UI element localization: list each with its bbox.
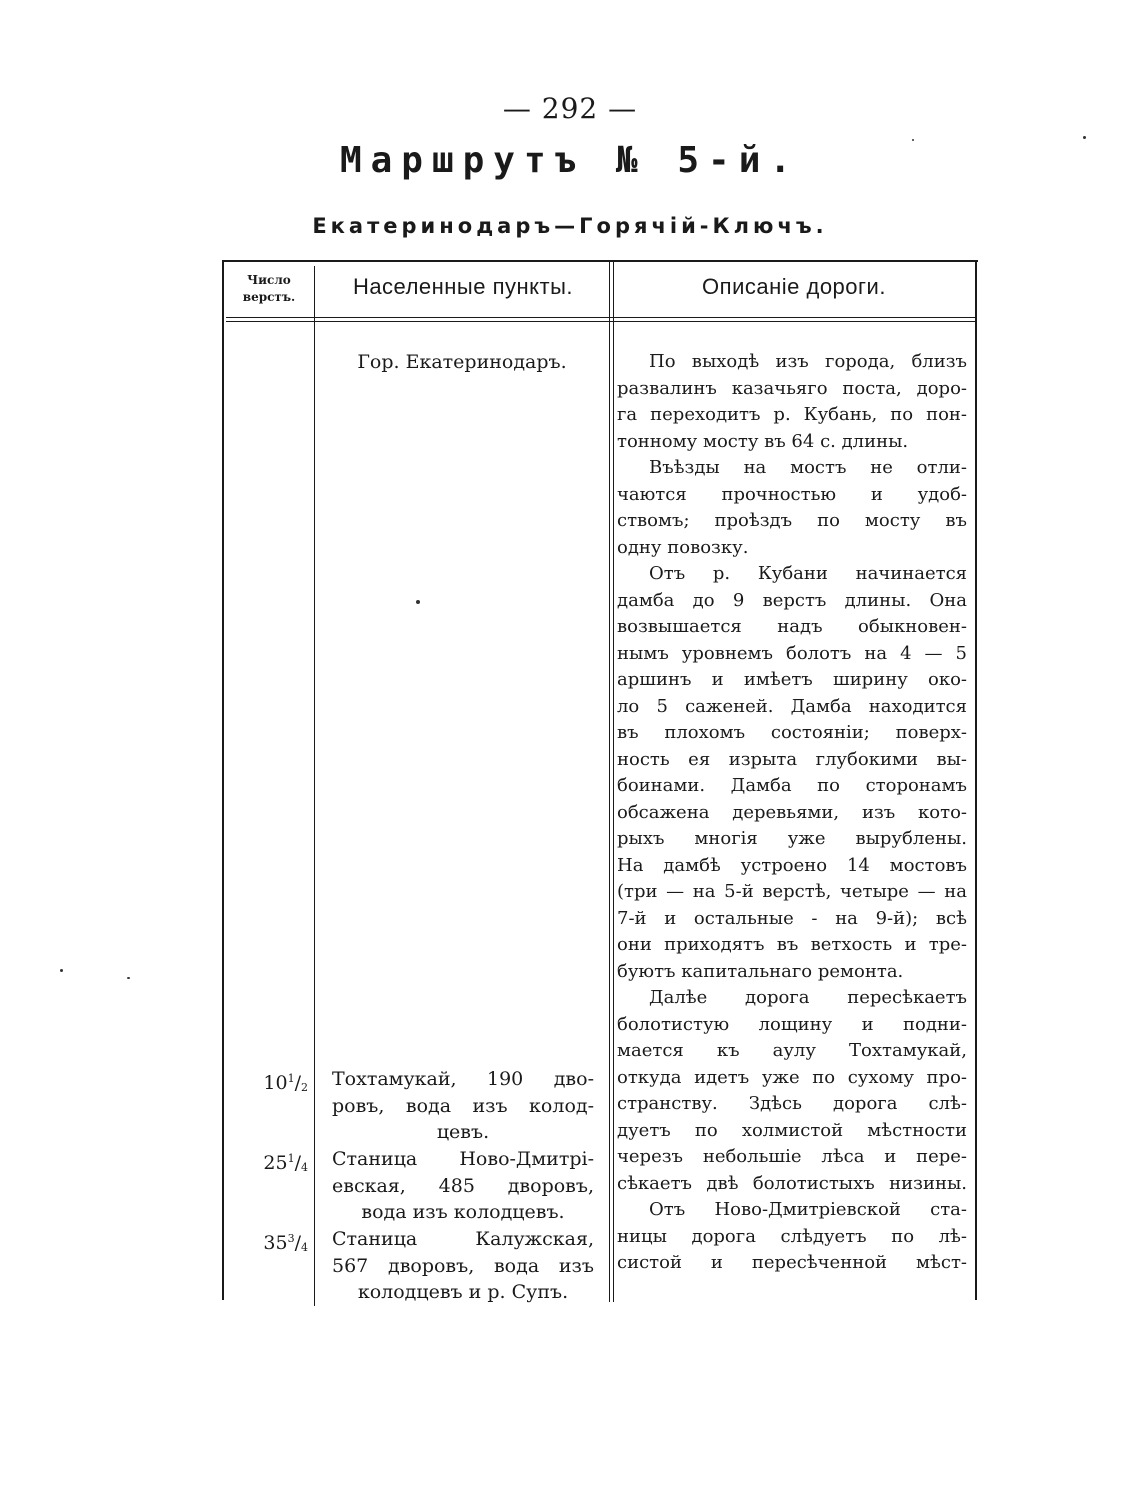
column-divider-2b [613, 262, 614, 1302]
place-entry-2 [332, 1146, 594, 1226]
description-line: буютъ капитальнаго ремонта. [617, 960, 904, 982]
table-top-rule [222, 260, 978, 262]
description-line: они приходятъ въ ветхость и тре- [617, 934, 967, 955]
description-line: систой и пересѣченной мѣст- [617, 1252, 967, 1273]
description-line: ствомъ; проѣздъ по мосту въ [617, 510, 967, 531]
print-speck [60, 969, 63, 972]
verst-value-1: $10^1/_2$ [263, 1072, 308, 1094]
description-line: Отъ Ново-Дмитріевской ста- [649, 1199, 967, 1220]
table-right-border [975, 260, 977, 1300]
header-versts-line2: верстъ. [242, 290, 296, 304]
description-line: Въѣзды на мостъ не отли- [649, 457, 967, 478]
place-line: ровъ, вода изъ колод- [332, 1094, 594, 1117]
verst-denominator: 4 [301, 1241, 308, 1254]
verst-whole: 10 [263, 1072, 288, 1094]
place-line: Станица Ново-Дмитрі- [332, 1148, 594, 1170]
column-divider-1 [314, 266, 315, 1306]
description-line: откуда идетъ уже по сухому про- [617, 1066, 967, 1088]
description-line: ность ея изрыта глубокими вы- [617, 748, 967, 770]
description-line: рыхъ многія уже вырублены. [617, 828, 967, 849]
description-line: (три — на 5-й верстѣ, четыре — на [617, 881, 967, 902]
description-line: чаются прочностью и удоб- [617, 483, 967, 505]
start-place: Гор. Екатеринодаръ. [357, 351, 567, 373]
description-line: возвышается надъ обыкновен- [617, 616, 967, 637]
print-speck [1083, 136, 1086, 139]
description-line: одну повозку. [617, 536, 749, 558]
verst-denominator: 2 [301, 1081, 308, 1094]
route-title: Маршрутъ № 5-й. [339, 140, 801, 181]
place-line: колодцевъ и р. Супъ. [357, 1281, 569, 1303]
description-line: 7-й и остальные - на 9-й); всѣ [617, 907, 967, 929]
description-line: Далѣе дорога пересѣкаетъ [649, 987, 967, 1008]
place-line: евская, 485 дворовъ, [332, 1174, 594, 1197]
column-divider-2a [609, 262, 610, 1302]
place-entry-1 [332, 1066, 594, 1146]
verst-value-2: $25^1/_4$ [263, 1152, 308, 1174]
header-bottom-rule-2 [226, 321, 976, 322]
description-line: Отъ р. Кубани начинается [649, 563, 967, 584]
description-line: дамба до 9 верстъ длины. Она [617, 589, 967, 611]
header-versts [224, 272, 314, 306]
header-bottom-rule [226, 317, 976, 318]
description-line: болотистую лощину и подни- [617, 1013, 967, 1035]
route-subtitle: Екатеринодаръ—Горячій-Ключъ. [312, 214, 828, 238]
description-line: тонному мосту въ 64 с. длины. [617, 430, 909, 452]
place-entry-3 [332, 1226, 594, 1306]
verst-denominator: 4 [301, 1161, 308, 1174]
place-line: Тохтамукай, 190 дво- [332, 1068, 594, 1090]
print-speck [127, 977, 130, 979]
print-speck [416, 600, 420, 604]
description-line: аршинъ и имѣетъ ширину око- [617, 669, 967, 690]
page-number: — 292 — [502, 92, 638, 125]
verst-whole: 35 [263, 1232, 288, 1254]
description-line: га переходитъ р. Кубань, по пон- [617, 404, 967, 425]
table-left-border [222, 260, 224, 1300]
verst-numerator: 1 [287, 1072, 295, 1085]
place-line: Станица Калужская, [332, 1228, 594, 1250]
description-line: черезъ небольшіе лѣса и пере- [617, 1146, 967, 1167]
description-line: въ плохомъ состояніи; поверх- [617, 722, 967, 743]
description-line: боинами. Дамба по сторонамъ [617, 775, 967, 796]
verst-numerator: 3 [287, 1232, 295, 1245]
description-line: нымъ уровнемъ болотъ на 4 — 5 [617, 642, 967, 664]
description-line: мается къ аулу Тохтамукай, [617, 1040, 967, 1061]
description-line: дуетъ по холмистой мѣстности [617, 1119, 967, 1141]
verst-numerator: 1 [287, 1152, 295, 1165]
verst-whole: 25 [263, 1152, 288, 1174]
description-line: странству. Здѣсь дорога слѣ- [617, 1093, 967, 1114]
place-line: вода изъ колодцевъ. [361, 1201, 565, 1223]
road-description [617, 349, 967, 1277]
description-line: обсажена деревьями, изъ кото- [617, 801, 967, 823]
header-places: Населенные пункты. [352, 274, 574, 299]
description-line: На дамбѣ устроено 14 мостовъ [617, 854, 967, 876]
print-speck [912, 139, 914, 141]
description-line: По выходѣ изъ города, близъ [649, 351, 967, 372]
header-versts-line1: Число [247, 273, 291, 287]
description-line: ло 5 саженей. Дамба находится [617, 695, 967, 717]
verst-value-3: $35^3/_4$ [263, 1232, 308, 1254]
description-line: развалинъ казачьяго поста, доро- [617, 377, 967, 399]
header-description: Описаніе дороги. [702, 274, 886, 299]
place-line: 567 дворовъ, вода изъ [332, 1254, 594, 1277]
description-line: сѣкаетъ двѣ болотистыхъ низины. [617, 1172, 967, 1194]
description-line: ницы дорога слѣдуетъ по лѣ- [617, 1225, 967, 1247]
place-line: цевъ. [436, 1121, 490, 1143]
